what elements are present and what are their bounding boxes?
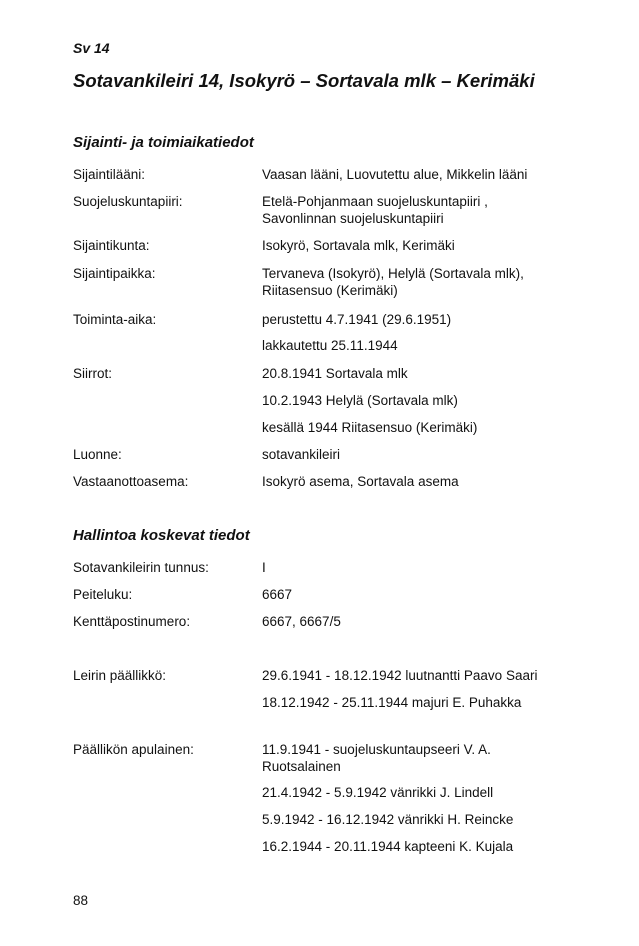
row-value: Isokyrö asema, Sortavala asema <box>262 474 459 489</box>
camp-code: Sv 14 <box>73 40 110 56</box>
row-value: Vaasan lääni, Luovutettu alue, Mikkelin lääni <box>262 167 528 182</box>
row-value: 29.6.1941 - 18.12.1942 luutnantti Paavo Saari <box>262 668 538 683</box>
row-value: Isokyrö, Sortavala mlk, Kerimäki <box>262 238 455 253</box>
row-label: Peiteluku: <box>73 587 133 602</box>
row-value: 20.8.1941 Sortavala mlk <box>262 366 408 381</box>
row-label: Sijaintipaikka: <box>73 266 156 281</box>
page-title: Sotavankileiri 14, Isokyrö – Sortavala mlk – Kerimäki <box>73 70 535 91</box>
row-value: Tervaneva (Isokyrö), Helylä (Sortavala mlk), <box>262 266 524 281</box>
row-value: Savonlinnan suojeluskuntapiiri <box>262 211 444 226</box>
row-label: Päällikön apulainen: <box>73 742 194 757</box>
row-label: Siirrot: <box>73 366 113 381</box>
row-label: Sijaintilääni: <box>73 167 146 182</box>
row-value: 6667, 6667/5 <box>262 614 341 629</box>
section-heading-location: Sijainti- ja toimiaikatiedot <box>73 134 254 151</box>
page-number: 88 <box>73 893 89 908</box>
row-value: 10.2.1943 Helylä (Sortavala mlk) <box>262 393 458 408</box>
row-value: 21.4.1942 - 5.9.1942 vänrikki J. Lindell <box>262 785 494 800</box>
row-value: 5.9.1942 - 16.12.1942 vänrikki H. Reincke <box>262 812 514 827</box>
row-value: I <box>262 560 266 575</box>
row-value: sotavankileiri <box>262 447 341 462</box>
row-label: Luonne: <box>73 447 122 462</box>
row-label: Toiminta-aika: <box>73 312 157 327</box>
row-value: 6667 <box>262 587 293 602</box>
row-label: Sijaintikunta: <box>73 238 150 253</box>
row-value: kesällä 1944 Riitasensuo (Kerimäki) <box>262 420 478 435</box>
row-value: perustettu 4.7.1941 (29.6.1951) <box>262 312 452 327</box>
row-value: Etelä-Pohjanmaan suojeluskuntapiiri , <box>262 194 488 209</box>
row-value: lakkautettu 25.11.1944 <box>262 338 398 353</box>
row-label: Vastaanottoasema: <box>73 474 189 489</box>
row-value: Ruotsalainen <box>262 759 341 774</box>
row-value: Riitasensuo (Kerimäki) <box>262 283 398 298</box>
row-label: Suojeluskuntapiiri: <box>73 194 183 209</box>
section-heading-administration: Hallintoa koskevat tiedot <box>73 527 250 544</box>
row-label: Kenttäpostinumero: <box>73 614 191 629</box>
row-label: Leirin päällikkö: <box>73 668 167 683</box>
row-value: 18.12.1942 - 25.11.1944 majuri E. Puhakka <box>262 695 522 710</box>
row-value: 16.2.1944 - 20.11.1944 kapteeni K. Kujala <box>262 839 514 854</box>
row-label: Sotavankileirin tunnus: <box>73 560 209 575</box>
row-value: 11.9.1941 - suojeluskuntaupseeri V. A. <box>262 742 491 757</box>
